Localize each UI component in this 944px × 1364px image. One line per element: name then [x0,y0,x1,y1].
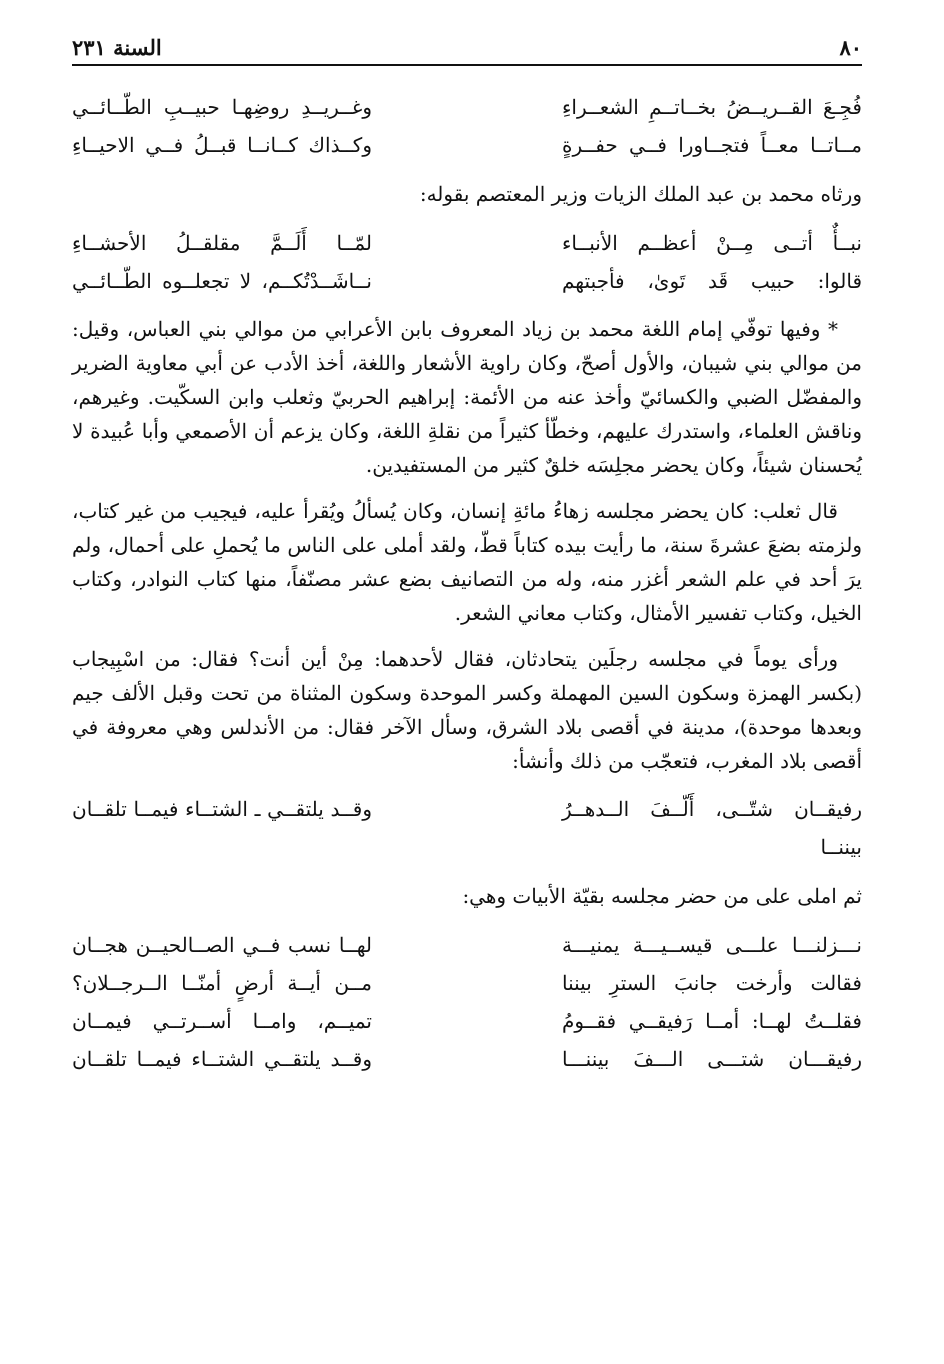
verse [72,964,862,1002]
verse [72,1002,862,1040]
verse [72,790,862,866]
verse-second-hemistich: وقــد يلتقــي ـ الشتــاء فيمــا تلقــان [72,797,372,821]
poem-4 [72,926,862,1078]
verse-second-hemistich: وقــد يلتقــي الشتــاء فيمــا تلقــان [72,1047,372,1071]
verse-second-hemistich: تميــم، وامــا أســرتــي فيمــان [72,1009,372,1033]
verse [72,1040,862,1078]
paragraph-thalab: قال ثعلب: كان يحضر مجلسه زهاءُ مائةِ إنسان، وكان يُسألُ ويُقرأ عليه، فيجيب من غير كتاب، ولزمته بضعَ عشرةَ سنة، ما رأيت بيده كتاباً قطّ، ولقد أملى على الناس ما يُحملِ على أحمال، ولم يرَ أحد في علم الشعر أغزر منه، وله من التصانيف بضع عشر مصنّفاً، منها كتاب النوادر، وكتاب الخيل، وكتاب تفسير الأمثال، وكتاب معاني الشعر. [72,499,862,625]
verse-second-hemistich: مــن أيــة أرضٍ أمنّــا الــرجــلان؟ [72,971,372,995]
poem-2 [72,224,862,300]
verse-first-hemistich: نـــزلنـــا علـــى قيســيـــة يمنيـــة [562,933,862,957]
verse-first-hemistich: مــاتــا معــاً فتجــاورا فــي حفــرةٍ [562,133,862,157]
poem-1 [72,88,862,164]
verse-second-hemistich: لمّــا أَلَــمَّ مقلقــلُ الأحشــاءِ [72,231,372,255]
verse [72,926,862,964]
page-content [72,88,862,1090]
verse-first-hemistich: فقالت وأرخت جانبَ السترِ بيننا [562,971,862,995]
verse-first-hemistich: نبــأٌ أتــى مِــنْ أعظــم الأنبــاء [562,231,862,255]
paragraph-two-men: ورأى يوماً في مجلسه رجلَين يتحادثان، فقال لأحدهما: مِنْ أين أنت؟ فقال: من اسْبِيجاب (بكسر الهمزة وسكون السين المهملة وكسر الموحدة وسكون المثناة من تحت وقبل الألف جيم وبعدها موحدة)، مدينة في أقصى بلاد الشرق، وسأل الآخر فقال: من الأندلس وهي معروفة في أقصى بلاد المغرب، فتعجّب من ذلك وأنشأ: [72,647,862,773]
paragraph-ibn-al-arabi: * وفيها توفّي إمام اللغة محمد بن زياد المعروف بابن الأعرابي من موالي بني العباس، وقيل: من موالي بني شيبان، والأول أصحّ، وكان راوية الأشعار واللغة، أخذ الأدب عن أبي معاوية الضرير والمفضّل الضبي والكسائيّ وأخذ عنه من الأئمة: إبراهيم الحربيّ وثعلب وابن السكّيت. وغيرهم، وناقش العلماء، واستدرك عليهم، وخطّأ كثيراً من نقلةِ اللغة، وكان يزعم أن الأصمعي وأبا عُبيدة لا يُحسنان شيئاً، وكان يحضر مجلِسَه خلقٌ كثير من المستفيدين. [72,317,862,477]
page-number: ٨٠ [839,35,862,60]
verse-second-hemistich: لهــا نسب فــي الصــالحيــن هجــان [72,933,372,957]
page-header [72,28,862,66]
year-title: السنة ٢٣١ [72,35,162,60]
verse [72,224,862,262]
verse [72,126,862,164]
verse-second-hemistich: وغــريــدِ روضِهـا حبيــبِ الطّــائــي [72,95,372,119]
verse-first-hemistich: فُجِـعَ القــريــضُ بخــاتــمِ الشعــراءِ [562,95,862,119]
verse-first-hemistich: قالوا: حبيب قَد تَوىٰ، فأجبتهم [562,269,862,293]
poem-2-intro: ورثاه محمد بن عبد الملك الزيات وزير المعتصم بقوله: [419,182,862,206]
verse-first-hemistich: رفيقـــان شتـــى الـــفَ بيننـــا [562,1047,862,1071]
verse [72,88,862,126]
verse-first-hemistich: رفيقــان شتّــى، أَلّــفَ الــدهــرُ بيننــا [562,797,862,859]
verse [72,262,862,300]
verse-first-hemistich: فقلــتُ لهــا: أمــا رَفيقــي فقــومُ [562,1009,862,1033]
poem-3 [72,790,862,866]
poem-4-intro: ثم املى على من حضر مجلسه بقيّة الأبيات وهي: [462,884,862,908]
verse-second-hemistich: نــاشَــدْتُكــم، لا تجعلــوه الطّــائــي [72,269,372,293]
verse-second-hemistich: وكــذاك كــانــا قبــلُ فــي الاحيــاءِ [72,133,372,157]
